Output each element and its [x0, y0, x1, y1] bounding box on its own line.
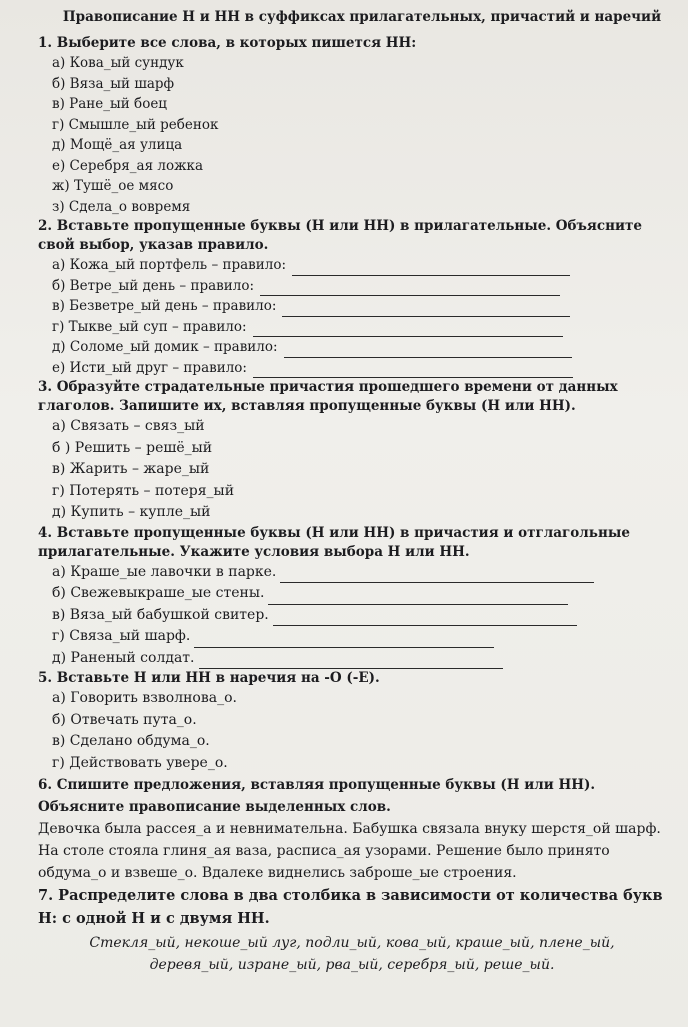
task-1-item: б) Вяза_ый шарф [52, 75, 175, 92]
task-4-row [52, 562, 666, 584]
task-3-item: г) Потерять – потеря_ый [52, 482, 235, 499]
task-2-item: д) Соломе_ый домик – правило: [52, 339, 278, 355]
answer-line [268, 592, 568, 605]
task-4-item: а) Краше_ые лавочки в парке. [52, 563, 277, 580]
task-1-item: в) Ране_ый боец [52, 96, 167, 112]
task-4 [38, 524, 666, 670]
answer-line [273, 613, 577, 626]
task-3-item: б ) Решить – решё_ый [52, 439, 213, 456]
page-title: Правописание Н и НН в суффиксах прилагательных, причастий и наречий [62, 9, 662, 25]
answer-line [260, 283, 560, 296]
task-2-item: г) Тыкве_ый суп – правило: [52, 318, 247, 335]
task-3-heading: 3. Образуйте страдательные причастия прошедшего времени от данных глаголов. Запишите их, вставляя пропущенные буквы (Н или НН). [38, 379, 618, 414]
task-5 [38, 669, 666, 774]
task-1-item: е) Серебря_ая ложка [52, 157, 203, 174]
task-2-row [52, 337, 666, 358]
task-4-row [52, 605, 666, 627]
task-4-item: д) Раненый солдат. [52, 649, 195, 666]
task-4-item: г) Связа_ый шарф. [52, 628, 191, 644]
task-5-item: в) Сделано обдума_о. [52, 733, 210, 749]
answer-line [280, 570, 594, 583]
task-7-words: Стекля_ый, некоше_ый луг, подли_ый, кова_ый, краше_ый, плене_ый, деревя_ый, изране_ый, рва_ый, серебря_ый, реше_ый. [89, 935, 615, 973]
task-1-item: г) Смышле_ый ребенок [52, 116, 219, 133]
task-4-item: в) Вяза_ый бабушкой свитер. [52, 606, 269, 623]
task-4-row [52, 626, 666, 648]
task-2-item: е) Исти_ый друг – правило: [52, 359, 247, 376]
answer-line [292, 263, 570, 276]
task-3-item: а) Связать – связ_ый [52, 418, 205, 434]
task-2-row [52, 255, 666, 276]
answer-line [199, 656, 503, 669]
answer-line [194, 635, 494, 648]
answer-line [282, 304, 570, 317]
task-2-row [52, 358, 666, 379]
task-2 [38, 217, 666, 378]
task-3 [38, 378, 666, 524]
task-4-heading: 4. Вставьте пропущенные буквы (Н или НН) в причастия и отглагольные прилагательные. Укажите условия выбора Н или НН. [38, 524, 630, 560]
task-6 [38, 774, 666, 884]
task-6-heading: 6. Спишите предложения, вставляя пропущенные буквы (Н или НН). Объясните правописание выделенных слов. [38, 777, 596, 815]
task-2-item: б) Ветре_ый день – правило: [52, 277, 254, 294]
task-4-item: б) Свежевыкраше_ые стены. [52, 585, 265, 601]
task-2-row [52, 317, 666, 338]
task-2-row [52, 276, 666, 297]
answer-line [253, 324, 563, 337]
task-5-item: а) Говорить взволнова_о. [52, 690, 237, 706]
task-7 [38, 884, 666, 976]
answer-line [284, 345, 572, 358]
task-5-heading: 5. Вставьте Н или НН в наречия на -О (-Е). [38, 670, 380, 686]
task-6-text: Девочка была рассея_а и невнимательна. Бабушка связала внуку шерстя_ой шарф. На столе стояла глиня_ая ваза, расписа_ая узорами. Решение было принято обдума_о и взвеше_о. Вдалеке виднелись заброше_ые строения. [38, 821, 661, 881]
task-4-row [52, 583, 666, 605]
answer-line [253, 365, 573, 378]
task-5-item: г) Действовать увере_о. [52, 754, 228, 771]
task-1 [38, 34, 666, 217]
task-2-item: а) Кожа_ый портфель – правило: [52, 257, 287, 273]
task-1-heading: 1. Выберите все слова, в которых пишется НН: [38, 35, 417, 51]
task-3-item: в) Жарить – жаре_ый [52, 461, 210, 477]
task-4-row [52, 648, 666, 670]
task-1-item: а) Кова_ый сундук [52, 55, 184, 71]
task-1-item: д) Мощё_ая улица [52, 137, 183, 153]
task-1-item: ж) Тушё_ое мясо [52, 178, 174, 194]
task-5-item: б) Отвечать пута_о. [52, 711, 197, 728]
task-3-item: д) Купить – купле_ый [52, 504, 211, 520]
task-2-row [52, 296, 666, 317]
task-1-item: з) Сдела_о вовремя [52, 198, 191, 215]
task-2-heading: 2. Вставьте пропущенные буквы (Н или НН) в прилагательные. Объясните свой выбор, указав правило. [38, 218, 642, 253]
task-7-heading: 7. Распределите слова в два столбика в зависимости от количества букв Н: с одной Н и с двумя НН. [38, 887, 663, 927]
task-2-item: в) Безветре_ый день – правило: [52, 298, 277, 314]
